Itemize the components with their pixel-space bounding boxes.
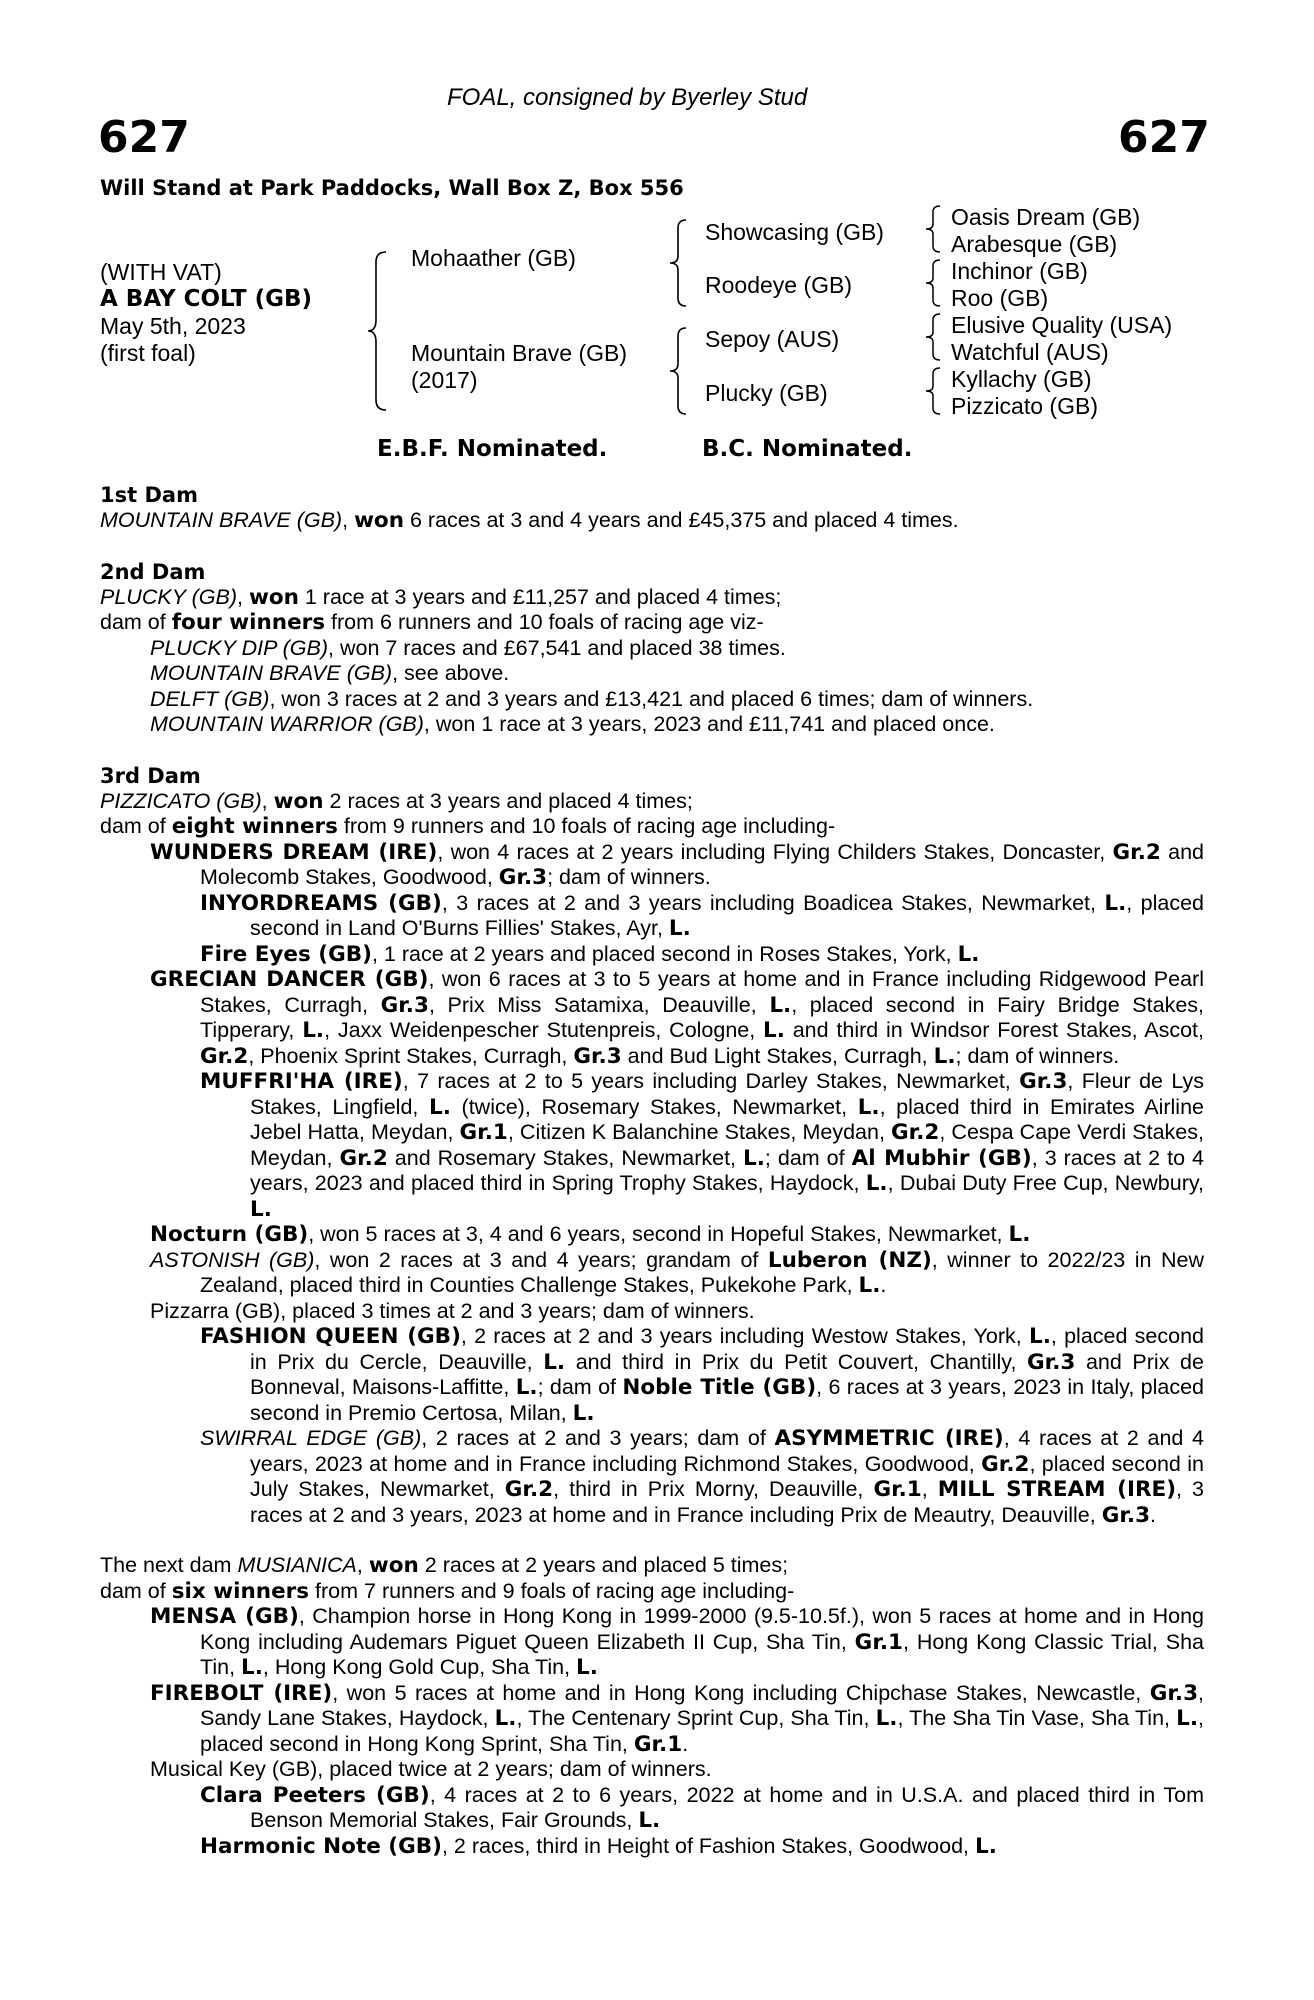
pedigree-ssd: Arabesque (GB) [951, 231, 1118, 257]
pedigree-ddd: Pizzicato (GB) [951, 393, 1098, 419]
second-dam-produce: dam of four winners from 6 runners and 10 foals of racing age viz- [100, 610, 764, 635]
progeny-item: Fire Eyes (GB), 1 race at 2 years and placed second in Roses Stakes, York, L. [200, 941, 980, 967]
first-dam-entry: MOUNTAIN BRAVE (GB), won 6 races at 3 and 4 years and £45,375 and placed 4 times. [100, 508, 959, 533]
foal-note: (first foal) [100, 340, 196, 366]
next-dam-produce: dam of six winners from 7 runners and 9 foals of racing age including- [100, 1578, 795, 1604]
progeny-item: Nocturn (GB), won 5 races at 3, 4 and 6 years, second in Hopeful Stakes, Newmarket, L. [150, 1222, 1031, 1247]
progeny-item: MENSA (GB), Champion horse in Hong Kong in 1999-2000 (9.5-10.5f.), won 5 races at home and in Hong Kong including Audemars Piguet Queen Elizabeth II Cup, Sha Tin, Gr.1, Hong Kong Classic Trial, Sha Tin, L., Hong Kong Gold Cup, Sha Tin, L. [150, 1604, 1205, 1680]
pedigree-dd: Plucky (GB) [705, 380, 828, 406]
progeny-item: MOUNTAIN BRAVE (GB), see above. [150, 661, 510, 685]
progeny-item: PLUCKY DIP (GB), won 7 races and £67,541 and placed 38 times. [150, 635, 786, 660]
progeny-item: DELFT (GB), won 3 races at 2 and 3 years and £13,421 and placed 6 times; dam of winners. [150, 686, 1034, 711]
pedigree-ds: Sepoy (AUS) [705, 326, 840, 352]
lot-number-left: 627 [98, 112, 190, 163]
progeny-item: INYORDREAMS (GB), 3 races at 2 and 3 years including Boadicea Stakes, Newmarket, L., placed second in Land O'Burns Fillies' Stakes, Ayr, L. [200, 890, 1204, 941]
progeny-item: MOUNTAIN WARRIOR (GB), won 1 race at 3 years, 2023 and £11,741 and placed once. [150, 712, 995, 736]
bc-nominated: B.C. Nominated. [702, 436, 913, 462]
second-dam-heading: 2nd Dam [100, 559, 206, 584]
stand-location: Will Stand at Park Paddocks, Wall Box Z, Box 556 [100, 176, 684, 200]
pedigree-sdd: Roo (GB) [951, 285, 1049, 311]
next-dam-entry: The next dam MUSIANICA, won 2 races at 2 years and placed 5 times; [100, 1553, 789, 1578]
progeny-item: Pizzarra (GB), placed 3 times at 2 and 3 years; dam of winners. [150, 1298, 755, 1323]
pedigree-dds: Kyllachy (GB) [951, 366, 1092, 392]
pedigree-brace-main [366, 250, 388, 412]
progeny-item: Harmonic Note (GB), 2 races, third in Height of Fashion Stakes, Goodwood, L. [200, 1833, 997, 1859]
pedigree-ss: Showcasing (GB) [705, 219, 884, 245]
third-dam-entry: PIZZICATO (GB), won 2 races at 3 years and placed 4 times; [100, 788, 693, 814]
progeny-item: FASHION QUEEN (GB), 2 races at 2 and 3 years including Westow Stakes, York, L., placed second in Prix du Cercle, Deauville, L. and third in Prix du Petit Couvert, Chantilly, Gr.3 and Prix de Bonneval, Maisons-Laffitte, L.; dam of Noble Title (GB), 6 races at 3 years, 2023 in Italy, placed second in Premio Certosa, Milan, L. [200, 1324, 1205, 1426]
foal-name: A BAY COLT (GB) [100, 286, 313, 312]
vat-note: (WITH VAT) [100, 259, 222, 285]
first-dam-heading: 1st Dam [100, 483, 198, 507]
foal-dob: May 5th, 2023 [100, 313, 246, 339]
pedigree-brace-ss [924, 204, 942, 254]
progeny-item: MUFFRI'HA (IRE), 7 races at 2 to 5 years including Darley Stakes, Newmarket, Gr.3, Fleur de Lys Stakes, Lingfield, L. (twice), Rosemary Stakes, Newmarket, L., placed third in Emirates Airline Jebel Hatta, Meydan, Gr.1, Citizen K Balanchine Stakes, Meydan, Gr.2, Cespa Cape Verdi Stakes, Meydan, Gr.2 and Rosemary Stakes, Newmarket, L.; dam of Al Mubhir (GB), 3 races at 2 to 4 years, 2023 and placed third in Spring Trophy Stakes, Haydock, L., Dubai Duty Free Cup, Newbury, L. [200, 1069, 1204, 1222]
consignor-line: FOAL, consigned by Byerley Stud [447, 84, 808, 111]
pedigree-brace-dd [924, 366, 942, 416]
pedigree-dss: Elusive Quality (USA) [951, 312, 1173, 338]
pedigree-brace-sd [924, 258, 942, 308]
pedigree-dsd: Watchful (AUS) [951, 339, 1109, 365]
ebf-nominated: E.B.F. Nominated. [377, 436, 608, 462]
second-dam-entry: PLUCKY (GB), won 1 race at 3 years and £11,257 and placed 4 times; [100, 584, 782, 610]
pedigree-dam: Mountain Brave (GB) [411, 340, 628, 366]
catalogue-body [100, 482, 1204, 1859]
progeny-item: Clara Peeters (GB), 4 races at 2 to 6 years, 2022 at home and in U.S.A. and placed third in Tom Benson Memorial Stakes, Fair Grounds, L. [200, 1782, 1205, 1833]
pedigree-sss: Oasis Dream (GB) [951, 204, 1141, 230]
pedigree-sire: Mohaather (GB) [411, 245, 576, 271]
lot-number-right: 627 [1118, 112, 1210, 163]
progeny-item: WUNDERS DREAM (IRE), won 4 races at 2 years including Flying Childers Stakes, Doncaster, Gr.2 and Molecomb Stakes, Goodwood, Gr.3; dam of winners. [150, 839, 1204, 890]
progeny-item: SWIRRAL EDGE (GB), 2 races at 2 and 3 years; dam of ASYMMETRIC (IRE), 4 races at 2 and 4 years, 2023 at home and in France including Richmond Stakes, Goodwood, Gr.2, placed second in July Stakes, Newmarket, Gr.2, third in Prix Morny, Deauville, Gr.1, MILL STREAM (IRE), 3 races at 2 and 3 years, 2023 at home and in France including Prix de Meautry, Deauville, Gr.3. [200, 1426, 1205, 1528]
pedigree-brace-sire [668, 218, 688, 308]
pedigree-dam-year: (2017) [411, 367, 478, 393]
pedigree-sd: Roodeye (GB) [705, 272, 853, 298]
third-dam-produce: dam of eight winners from 9 runners and 10 foals of racing age including- [100, 814, 836, 839]
third-dam-heading: 3rd Dam [100, 763, 201, 788]
progeny-item: GRECIAN DANCER (GB), won 6 races at 3 to 5 years at home and in France including Ridgewood Pearl Stakes, Curragh, Gr.3, Prix Miss Satamixa, Deauville, L., placed second in Fairy Bridge Stakes, Tipperary, L., Jaxx Weidenpescher Stutenpreis, Cologne, L. and third in Windsor Forest Stakes, Ascot, Gr.2, Phoenix Sprint Stakes, Curragh, Gr.3 and Bud Light Stakes, Curragh, L.; dam of winners. [150, 967, 1205, 1069]
pedigree-sds: Inchinor (GB) [951, 258, 1088, 284]
pedigree-brace-dam [668, 326, 688, 416]
progeny-item: ASTONISH (GB), won 2 races at 3 and 4 years; grandam of Luberon (NZ), winner to 2022/23 in New Zealand, placed third in Counties Challenge Stakes, Pukekohe Park, L.. [150, 1247, 1204, 1298]
progeny-item: FIREBOLT (IRE), won 5 races at home and in Hong Kong including Chipchase Stakes, Newcastle, Gr.3, Sandy Lane Stakes, Haydock, L., The Centenary Sprint Cup, Sha Tin, L., The Sha Tin Vase, Sha Tin, L., placed second in Hong Kong Sprint, Sha Tin, Gr.1. [150, 1680, 1205, 1757]
progeny-item: Musical Key (GB), placed twice at 2 years; dam of winners. [150, 1757, 712, 1781]
pedigree-brace-ds [924, 312, 942, 362]
